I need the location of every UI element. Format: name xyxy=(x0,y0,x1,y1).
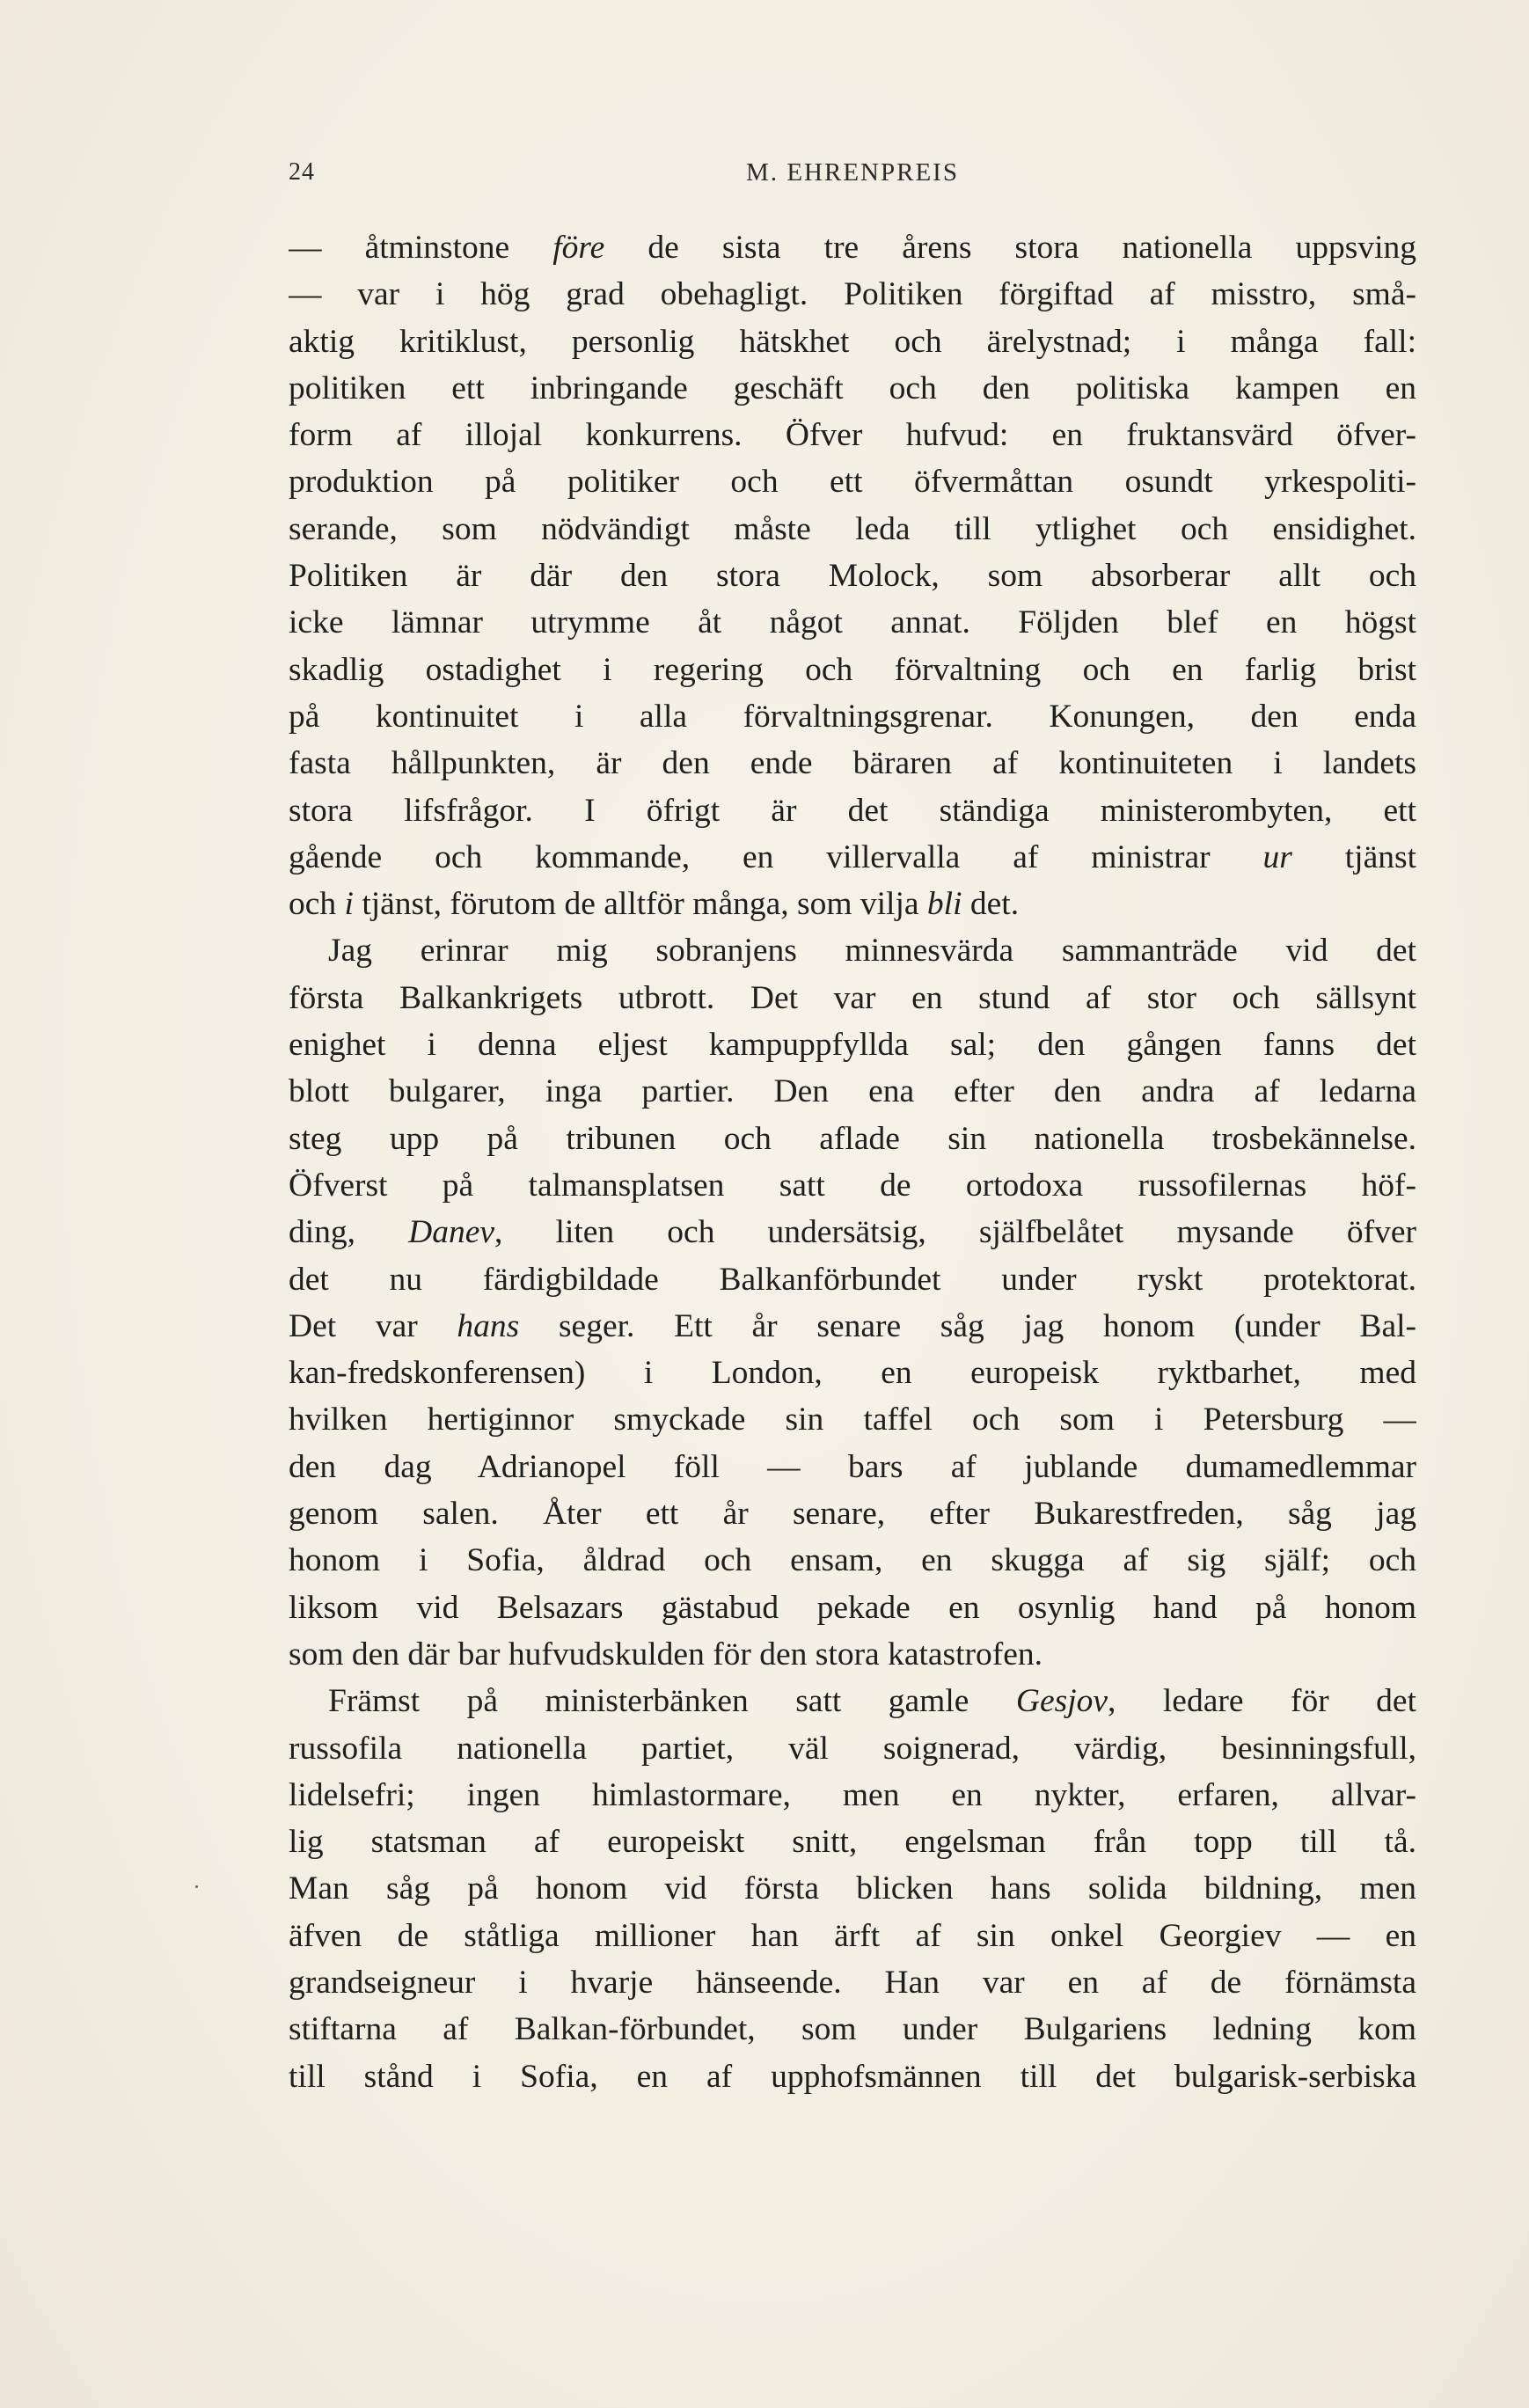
text-run: det nu färdigbildade Balkanförbundet under ryskt protektorat. xyxy=(289,1261,1416,1298)
text-run: och xyxy=(289,886,345,923)
text-line xyxy=(289,2053,1416,2100)
text-line xyxy=(289,1585,1416,1631)
text-line xyxy=(289,1678,1416,1724)
text-run: Jag erinrar mig sobranjens minnesvärda sammanträde vid det xyxy=(328,933,1416,970)
text-line xyxy=(289,1068,1416,1115)
text-run: de sista tre årens stora nationella uppsving xyxy=(604,230,1416,266)
text-line xyxy=(289,553,1416,599)
text-line xyxy=(289,787,1416,834)
text-run: gående och kommande, en villervalla af ministrar xyxy=(289,838,1263,875)
text-run: grandseigneur i hvarje hänseende. Han var en af de förnämsta xyxy=(289,1964,1416,2001)
text-run: till stånd i Sofia, en af upphofsmännen till det bulgarisk-serbiska xyxy=(289,2058,1416,2095)
italic-run: ur xyxy=(1262,838,1292,875)
text-line xyxy=(289,1209,1416,1255)
text-line xyxy=(289,647,1416,693)
italic-run: Gesjov xyxy=(1015,1683,1108,1720)
text-run: seger. Ett år senare såg jag honom (under Bal- xyxy=(519,1307,1416,1344)
text-run: som den där bar hufvudskulden för den stora katastrofen. xyxy=(289,1636,1043,1672)
text-line xyxy=(289,693,1416,740)
text-run: på kontinuitet i alla förvaltningsgrenar. Konungen, den enda xyxy=(289,698,1416,735)
text-run: — åtminstone xyxy=(289,230,553,266)
text-line xyxy=(289,1444,1416,1490)
text-line xyxy=(289,1537,1416,1584)
running-head: M. EHRENPREIS xyxy=(746,158,959,187)
text-run: Man såg på honom vid första blicken hans solida bildning, men xyxy=(289,1870,1416,1907)
text-line xyxy=(289,1819,1416,1865)
italic-run: före xyxy=(552,230,605,266)
text-run: , liten och undersätsig, själfbelåtet mysande öfver xyxy=(494,1214,1416,1251)
text-line xyxy=(289,224,1416,271)
text-line xyxy=(289,1772,1416,1819)
text-line xyxy=(289,506,1416,553)
text-run: enighet i denna eljest kampuppfyllda sal; den gången fanns det xyxy=(289,1027,1416,1064)
text-line xyxy=(289,1116,1416,1162)
text-line xyxy=(289,1865,1416,1912)
text-run: det. xyxy=(962,886,1020,923)
text-line xyxy=(289,1913,1416,1959)
text-line xyxy=(289,1959,1416,2006)
text-run: steg upp på tribunen och aflade sin nationella trosbekännelse. xyxy=(289,1120,1416,1157)
text-run: honom i Sofia, åldrad och ensam, en skugga af sig själf; och xyxy=(289,1542,1416,1579)
text-run: , ledare för det xyxy=(1108,1683,1416,1720)
text-run: produktion på politiker och ett öfvermåttan osundt yrkespoliti- xyxy=(289,464,1416,501)
text-run: tjänst xyxy=(1291,838,1416,875)
text-run: Öfverst på talmansplatsen satt de ortodoxa russofilernas höf- xyxy=(289,1167,1416,1204)
text-run: — var i hög grad obehagligt. Politiken förgiftad af misstro, små- xyxy=(289,276,1416,313)
text-line xyxy=(289,1021,1416,1068)
text-run: stiftarna af Balkan-förbundet, som under Bulgariens ledning kom xyxy=(289,2011,1416,2048)
text-line xyxy=(289,1256,1416,1303)
italic-run: i xyxy=(344,886,354,923)
text-line xyxy=(289,927,1416,974)
text-run: Politiken är där den stora Molock, som absorberar allt och xyxy=(289,558,1416,595)
text-run: kan-fredskonferensen) i London, en europeisk ryktbarhet, med xyxy=(289,1355,1416,1392)
italic-run: hans xyxy=(457,1307,520,1344)
italic-run: Danev xyxy=(408,1214,495,1251)
text-line xyxy=(289,834,1416,881)
text-line xyxy=(289,1631,1416,1678)
page-header xyxy=(289,158,1416,194)
text-line xyxy=(289,458,1416,505)
text-run: skadlig ostadighet i regering och förvaltning och en farlig brist xyxy=(289,651,1416,688)
text-line xyxy=(289,412,1416,458)
text-run: Främst på ministerbänken satt gamle xyxy=(328,1683,1016,1720)
text-run: stora lifsfrågor. I öfrigt är det ständiga ministerombyten, ett xyxy=(289,792,1416,829)
text-run: liksom vid Belsazars gästabud pekade en osynlig hand på honom xyxy=(289,1589,1416,1626)
text-run: tjänst, förutom de alltför många, som vilja xyxy=(353,886,927,923)
page-number: 24 xyxy=(289,158,315,186)
text-run: genom salen. Åter ett år senare, efter Bukarestfreden, såg jag xyxy=(289,1496,1416,1533)
text-line xyxy=(289,740,1416,787)
text-line xyxy=(289,1350,1416,1396)
text-run: icke lämnar utrymme åt något annat. Följden blef en högst xyxy=(289,604,1416,641)
text-run: politiken ett inbringande geschäft och den politiska kampen en xyxy=(289,370,1416,406)
text-line xyxy=(289,2006,1416,2053)
text-run: den dag Adrianopel föll — bars af jublande dumamedlemmar xyxy=(289,1448,1416,1485)
text-line xyxy=(289,975,1416,1021)
text-line xyxy=(289,1162,1416,1209)
text-line xyxy=(289,1490,1416,1537)
text-run: lig statsman af europeiskt snitt, engelsman från topp till tå. xyxy=(289,1824,1416,1861)
text-run: lidelsefri; ingen himlastormare, men en nykter, erfaren, allvar- xyxy=(289,1776,1416,1813)
text-line xyxy=(289,1725,1416,1772)
text-line xyxy=(289,1396,1416,1443)
body-text xyxy=(289,224,1416,2100)
text-run: form af illojal konkurrens. Öfver hufvud: en fruktansvärd öfver- xyxy=(289,417,1416,454)
text-run: fasta hållpunkten, är den ende bäraren af kontinuiteten i landets xyxy=(289,745,1416,782)
text-run: aktig kritiklust, personlig hätskhet och ärelystnad; i många fall: xyxy=(289,323,1416,360)
text-run: första Balkankrigets utbrott. Det var en stund af stor och sällsynt xyxy=(289,979,1416,1016)
italic-run: bli xyxy=(926,886,962,923)
text-line xyxy=(289,1303,1416,1350)
text-run: serande, som nödvändigt måste leda till ytlighet och ensidighet. xyxy=(289,510,1416,547)
paper-speck xyxy=(195,1885,198,1888)
text-line xyxy=(289,318,1416,365)
text-run: russofila nationella partiet, väl soignerad, värdig, besinningsfull, xyxy=(289,1730,1416,1767)
text-line xyxy=(289,271,1416,318)
text-run: Det var xyxy=(289,1307,457,1344)
text-run: hvilken hertiginnor smyckade sin taffel och som i Petersburg — xyxy=(289,1402,1416,1438)
text-line xyxy=(289,881,1416,927)
text-line xyxy=(289,365,1416,412)
text-run: ding, xyxy=(289,1214,409,1251)
text-line xyxy=(289,599,1416,646)
text-run: blott bulgarer, inga partier. Den ena efter den andra af ledarna xyxy=(289,1073,1416,1110)
text-run: äfven de ståtliga millioner han ärft af sin onkel Georgiev — en xyxy=(289,1917,1416,1954)
